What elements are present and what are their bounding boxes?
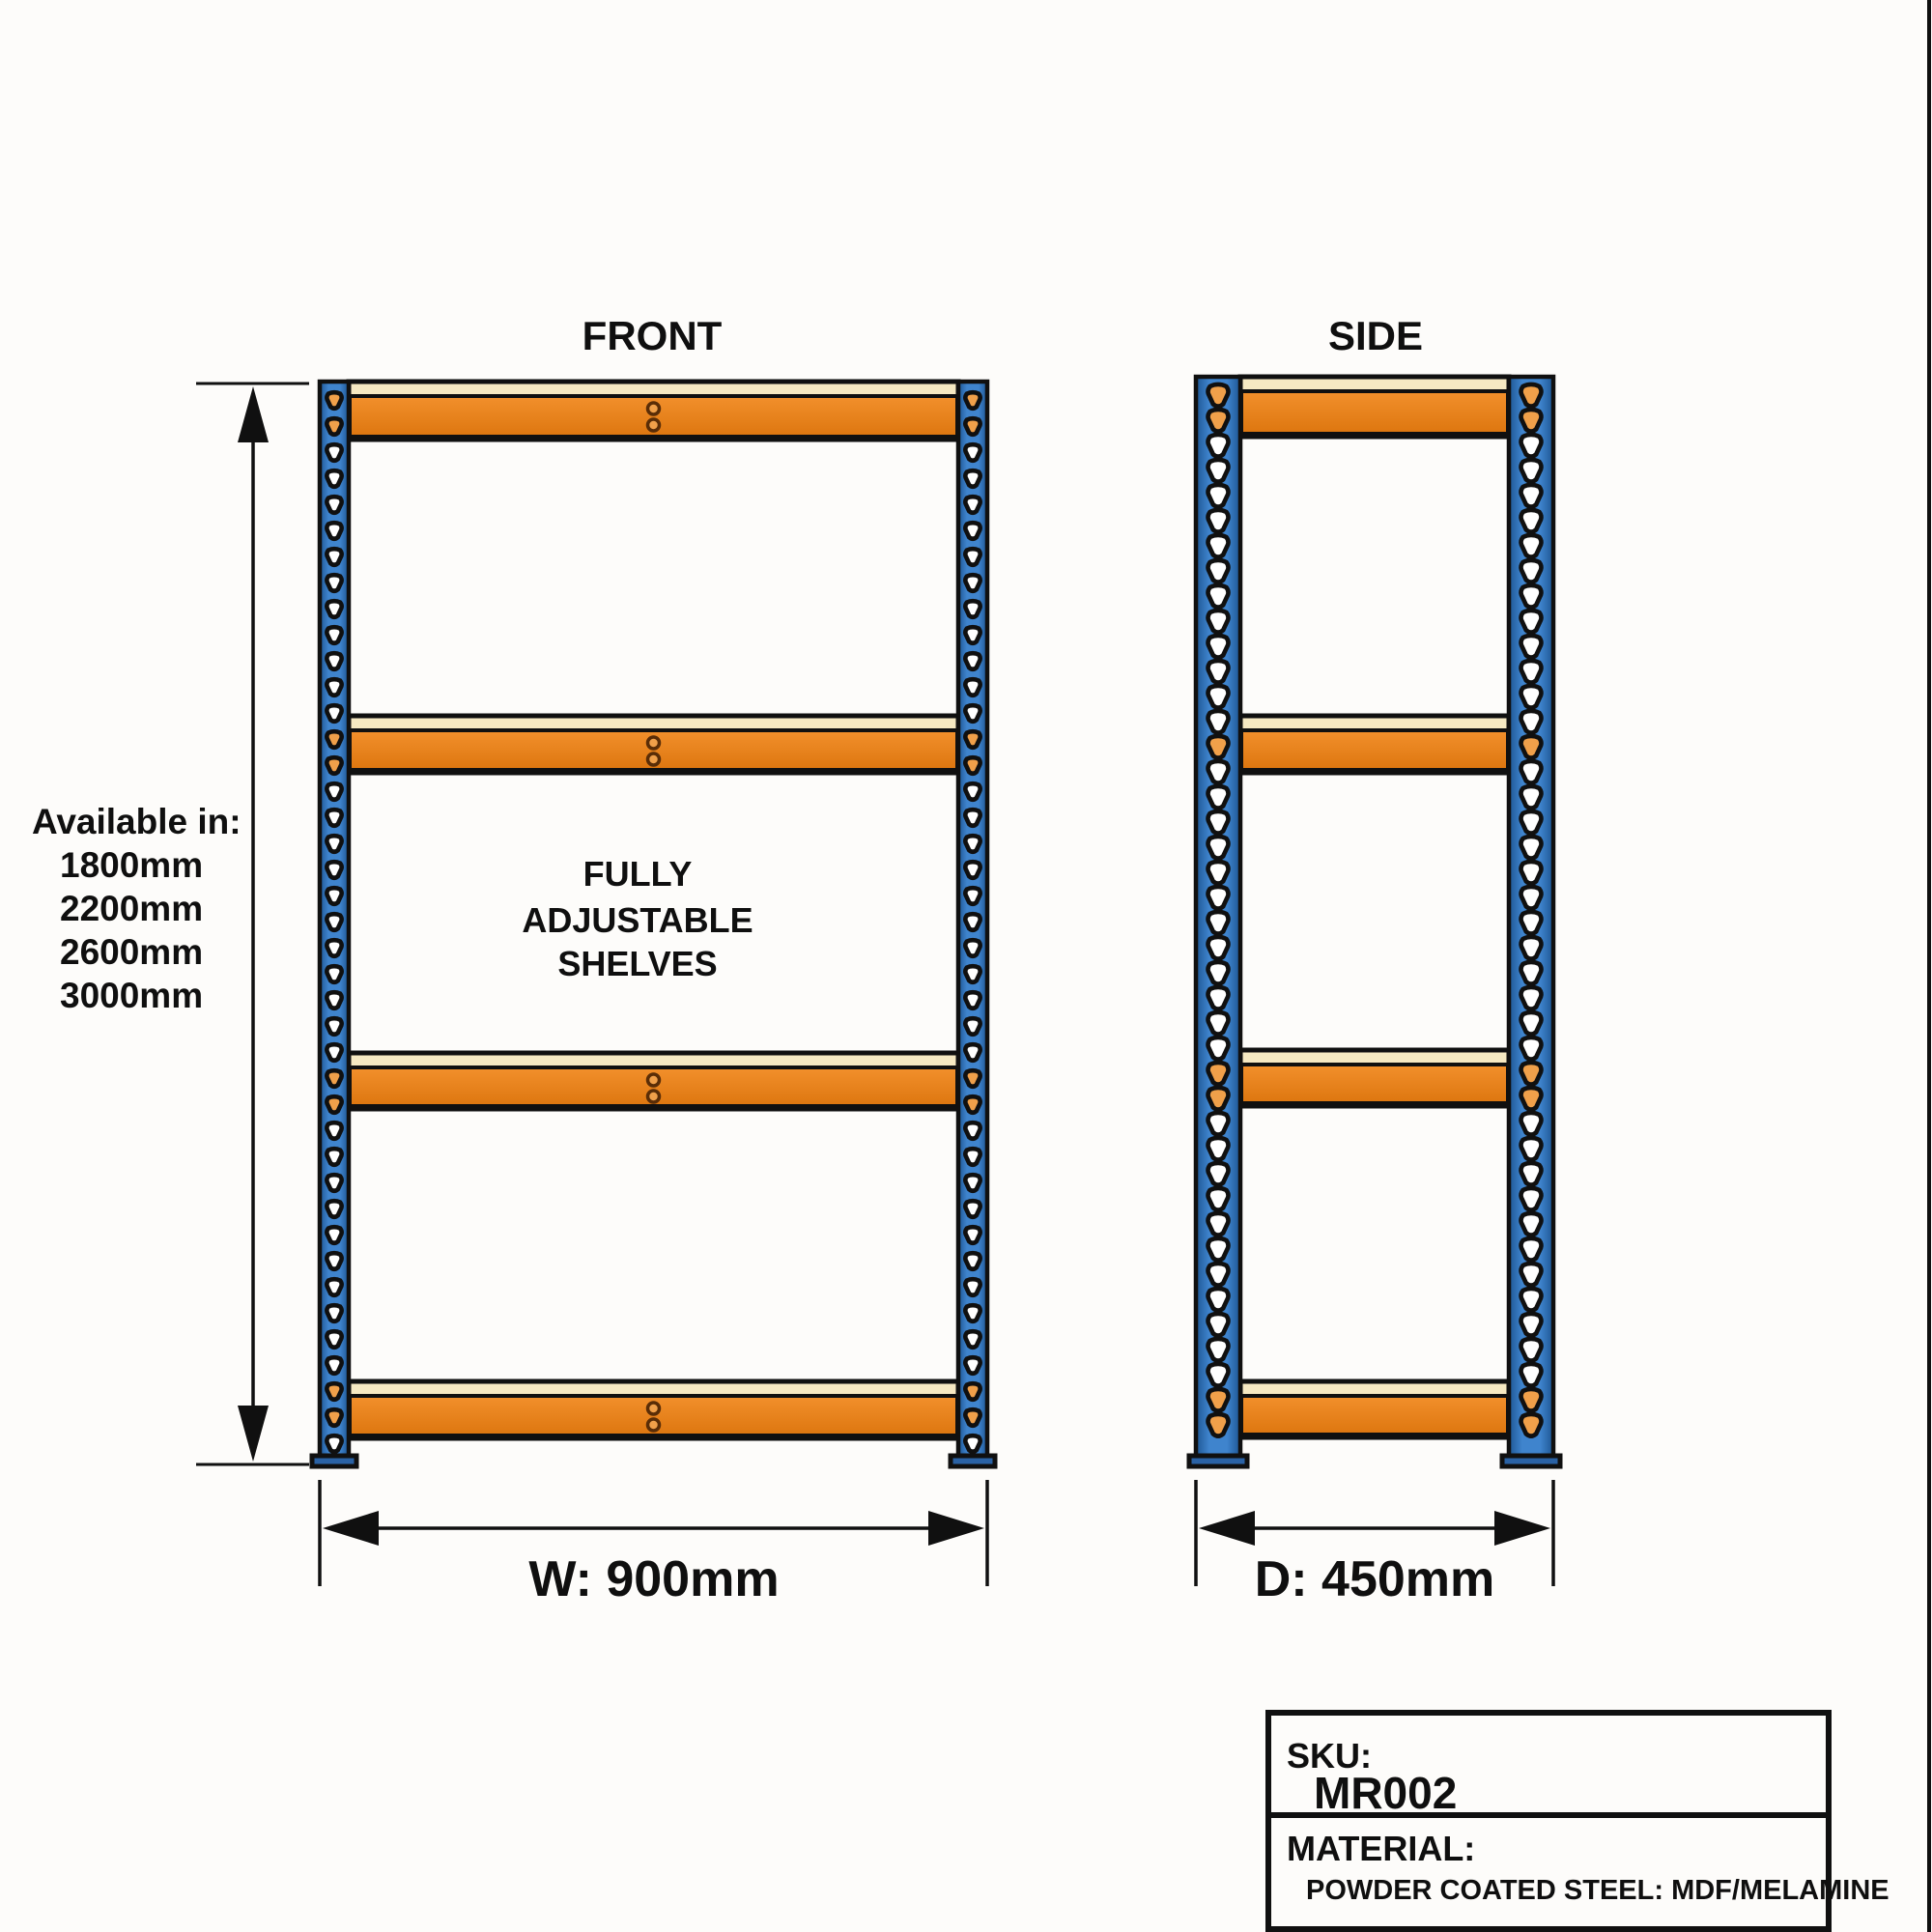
availability-size: 2200mm xyxy=(60,889,204,928)
keyhole-punch xyxy=(327,392,341,409)
keyhole-punch xyxy=(1521,611,1542,633)
keyhole-punch xyxy=(1208,1414,1229,1436)
keyhole-punch xyxy=(327,679,341,696)
keyhole-punch xyxy=(965,810,980,826)
keyhole-punch xyxy=(327,940,341,956)
keyhole-punch xyxy=(1208,661,1229,683)
keyhole-punch xyxy=(965,1357,980,1374)
keyhole-punch xyxy=(1521,1314,1542,1336)
keyhole-punch xyxy=(327,1044,341,1061)
keyhole-punch xyxy=(965,601,980,617)
keyhole-punch xyxy=(965,862,980,878)
keyhole-punch xyxy=(1208,786,1229,809)
keyhole-punch xyxy=(1208,485,1229,507)
note-line: SHELVES xyxy=(557,944,718,983)
keyhole-punch xyxy=(327,549,341,565)
keyhole-punch xyxy=(1521,1163,1542,1185)
keyhole-punch xyxy=(1521,435,1542,457)
keyhole-punch xyxy=(327,966,341,982)
keyhole-punch xyxy=(965,1227,980,1243)
keyhole-punch xyxy=(1208,1113,1229,1135)
keyhole-punch xyxy=(1521,1037,1542,1060)
keyhole-punch xyxy=(1208,1238,1229,1261)
keyhole-punch xyxy=(965,992,980,1009)
keyhole-punch xyxy=(327,575,341,591)
adjustable-shelves-note xyxy=(522,854,753,983)
keyhole-punch xyxy=(1208,1163,1229,1185)
keyhole-punch xyxy=(965,1409,980,1426)
front-view-label: FRONT xyxy=(582,313,723,358)
keyhole-punch xyxy=(1208,460,1229,482)
sku-label: SKU: xyxy=(1287,1736,1372,1776)
keyhole-punch xyxy=(1521,1238,1542,1261)
keyhole-punch xyxy=(327,1409,341,1426)
keyhole-punch xyxy=(965,1122,980,1139)
keyhole-punch xyxy=(1521,636,1542,658)
keyhole-punch xyxy=(1521,1088,1542,1110)
availability-block xyxy=(32,802,242,1015)
keyhole-punch xyxy=(965,523,980,539)
keyhole-punch xyxy=(1208,1364,1229,1386)
spec-box xyxy=(1268,1713,1889,1929)
keyhole-punch xyxy=(965,914,980,930)
keyhole-punch xyxy=(965,470,980,487)
keyhole-punch xyxy=(1521,560,1542,582)
keyhole-punch xyxy=(1521,811,1542,834)
depth-dimension-label: D: 450mm xyxy=(1254,1551,1495,1607)
keyhole-punch xyxy=(1208,636,1229,658)
keyhole-punch xyxy=(1521,862,1542,884)
keyhole-punch xyxy=(1208,736,1229,758)
keyhole-punch xyxy=(1521,1012,1542,1035)
keyhole-punch xyxy=(1208,410,1229,432)
keyhole-punch xyxy=(327,1175,341,1191)
keyhole-punch xyxy=(965,1201,980,1217)
keyhole-punch xyxy=(965,1018,980,1035)
keyhole-punch xyxy=(1521,686,1542,708)
keyhole-punch xyxy=(1208,711,1229,733)
sku-value: MR002 xyxy=(1314,1768,1458,1818)
rivet-hole xyxy=(648,1419,660,1431)
keyhole-punch xyxy=(965,757,980,774)
keyhole-punch xyxy=(965,1253,980,1269)
keyhole-punch xyxy=(1208,1314,1229,1336)
keyhole-punch xyxy=(327,914,341,930)
keyhole-punch xyxy=(1208,1138,1229,1160)
keyhole-punch xyxy=(1208,1088,1229,1110)
keyhole-punch xyxy=(965,1044,980,1061)
rivet-hole xyxy=(648,403,660,414)
keyhole-punch xyxy=(327,1070,341,1087)
keyhole-punch xyxy=(1521,410,1542,432)
keyhole-punch xyxy=(1521,1389,1542,1411)
keyhole-punch xyxy=(965,940,980,956)
keyhole-punch xyxy=(1521,962,1542,984)
keyhole-punch xyxy=(1208,811,1229,834)
keyhole-punch xyxy=(965,679,980,696)
availability-size: 3000mm xyxy=(60,976,204,1015)
keyhole-punch xyxy=(965,888,980,904)
keyhole-punch xyxy=(1208,1339,1229,1361)
keyhole-punch xyxy=(1208,384,1229,407)
keyhole-punch xyxy=(327,1201,341,1217)
keyhole-punch xyxy=(327,1305,341,1321)
keyhole-punch xyxy=(965,575,980,591)
keyhole-punch xyxy=(327,1096,341,1113)
keyhole-punch xyxy=(965,1096,980,1113)
keyhole-punch xyxy=(1208,611,1229,633)
keyhole-punch xyxy=(1521,585,1542,608)
keyhole-punch xyxy=(327,470,341,487)
availability-size: 1800mm xyxy=(60,845,204,885)
note-line: ADJUSTABLE xyxy=(522,900,753,940)
rivet-hole xyxy=(648,753,660,765)
availability-size: 2600mm xyxy=(60,932,204,972)
keyhole-punch xyxy=(327,1331,341,1348)
keyhole-punch xyxy=(327,836,341,852)
keyhole-punch xyxy=(1521,937,1542,959)
keyhole-punch xyxy=(1208,912,1229,934)
keyhole-punch xyxy=(327,1383,341,1400)
side-view-diagram xyxy=(1189,377,1560,1466)
keyhole-punch xyxy=(1521,384,1542,407)
keyhole-punch xyxy=(327,653,341,669)
keyhole-punch xyxy=(1208,560,1229,582)
keyhole-punch xyxy=(1521,711,1542,733)
keyhole-punch xyxy=(1521,1414,1542,1436)
keyhole-punch xyxy=(1521,912,1542,934)
keyhole-punch xyxy=(965,392,980,409)
keyhole-punch xyxy=(1521,1339,1542,1361)
keyhole-punch xyxy=(1208,1188,1229,1210)
keyhole-punch xyxy=(1521,1213,1542,1236)
keyhole-punch xyxy=(1208,1012,1229,1035)
keyhole-punch xyxy=(327,1357,341,1374)
keyhole-punch xyxy=(965,1279,980,1295)
keyhole-punch xyxy=(327,523,341,539)
keyhole-punch xyxy=(1208,937,1229,959)
keyhole-punch xyxy=(1208,1264,1229,1286)
keyhole-punch xyxy=(327,627,341,643)
side-view-label: SIDE xyxy=(1327,313,1424,358)
keyhole-punch xyxy=(1521,1063,1542,1085)
keyhole-punch xyxy=(1208,585,1229,608)
keyhole-punch xyxy=(965,1435,980,1452)
keyhole-punch xyxy=(327,497,341,513)
keyhole-punch xyxy=(965,1070,980,1087)
keyhole-punch xyxy=(327,757,341,774)
keyhole-punch xyxy=(327,1122,341,1139)
keyhole-punch xyxy=(1521,1364,1542,1386)
keyhole-punch xyxy=(1521,837,1542,859)
keyhole-punch xyxy=(327,888,341,904)
keyhole-punch xyxy=(1208,686,1229,708)
keyhole-punch xyxy=(1521,1289,1542,1311)
keyhole-punch xyxy=(1521,485,1542,507)
rivet-hole xyxy=(648,419,660,431)
keyhole-punch xyxy=(965,1305,980,1321)
keyhole-punch xyxy=(1208,862,1229,884)
keyhole-punch xyxy=(1521,786,1542,809)
keyhole-punch xyxy=(1208,535,1229,557)
material-label: MATERIAL: xyxy=(1287,1829,1476,1868)
keyhole-punch xyxy=(965,1331,980,1348)
keyhole-punch xyxy=(965,705,980,722)
keyhole-punch xyxy=(1521,1188,1542,1210)
keyhole-punch xyxy=(965,497,980,513)
keyhole-punch xyxy=(965,1149,980,1165)
keyhole-punch xyxy=(1521,736,1542,758)
keyhole-punch xyxy=(965,549,980,565)
keyhole-punch xyxy=(965,418,980,435)
keyhole-punch xyxy=(965,653,980,669)
keyhole-punch xyxy=(965,444,980,461)
keyhole-punch xyxy=(1208,962,1229,984)
keyhole-punch xyxy=(965,783,980,800)
keyhole-punch xyxy=(965,1383,980,1400)
keyhole-punch xyxy=(327,1149,341,1165)
keyhole-punch xyxy=(1208,987,1229,1009)
keyhole-punch xyxy=(327,810,341,826)
keyhole-punch xyxy=(965,1175,980,1191)
keyhole-punch xyxy=(1521,987,1542,1009)
keyhole-punch xyxy=(1521,661,1542,683)
keyhole-punch xyxy=(1521,1113,1542,1135)
keyhole-punch xyxy=(1521,510,1542,532)
keyhole-punch xyxy=(1208,1289,1229,1311)
rivet-hole xyxy=(648,737,660,749)
keyhole-punch xyxy=(965,731,980,748)
keyhole-punch xyxy=(327,783,341,800)
note-line: FULLY xyxy=(582,854,693,894)
keyhole-punch xyxy=(1521,460,1542,482)
keyhole-punch xyxy=(1208,1213,1229,1236)
material-value: POWDER COATED STEEL: MDF/MELAMINE xyxy=(1306,1875,1889,1906)
keyhole-punch xyxy=(327,1018,341,1035)
keyhole-punch xyxy=(327,1435,341,1452)
keyhole-punch xyxy=(327,444,341,461)
keyhole-punch xyxy=(327,705,341,722)
keyhole-punch xyxy=(327,862,341,878)
keyhole-punch xyxy=(327,601,341,617)
keyhole-punch xyxy=(327,1227,341,1243)
keyhole-punch xyxy=(1208,1389,1229,1411)
rivet-hole xyxy=(648,1403,660,1414)
keyhole-punch xyxy=(1208,761,1229,783)
rivet-hole xyxy=(648,1091,660,1102)
keyhole-punch xyxy=(965,627,980,643)
keyhole-punch xyxy=(1521,887,1542,909)
keyhole-punch xyxy=(327,992,341,1009)
keyhole-punch xyxy=(1521,535,1542,557)
keyhole-punch xyxy=(965,966,980,982)
keyhole-punch xyxy=(1208,1063,1229,1085)
keyhole-punch xyxy=(327,1253,341,1269)
keyhole-punch xyxy=(1208,837,1229,859)
keyhole-punch xyxy=(1208,435,1229,457)
availability-title: Available in: xyxy=(32,802,242,841)
keyhole-punch xyxy=(1521,1138,1542,1160)
keyhole-punch xyxy=(1521,761,1542,783)
keyhole-punch xyxy=(1208,1037,1229,1060)
keyhole-punch xyxy=(1208,887,1229,909)
rivet-hole xyxy=(648,1074,660,1086)
keyhole-punch xyxy=(327,731,341,748)
keyhole-punch xyxy=(1208,510,1229,532)
height-dimension-line xyxy=(196,384,309,1464)
width-dimension-label: W: 900mm xyxy=(528,1551,780,1607)
keyhole-punch xyxy=(327,418,341,435)
keyhole-punch xyxy=(965,836,980,852)
keyhole-punch xyxy=(1521,1264,1542,1286)
keyhole-punch xyxy=(327,1279,341,1295)
